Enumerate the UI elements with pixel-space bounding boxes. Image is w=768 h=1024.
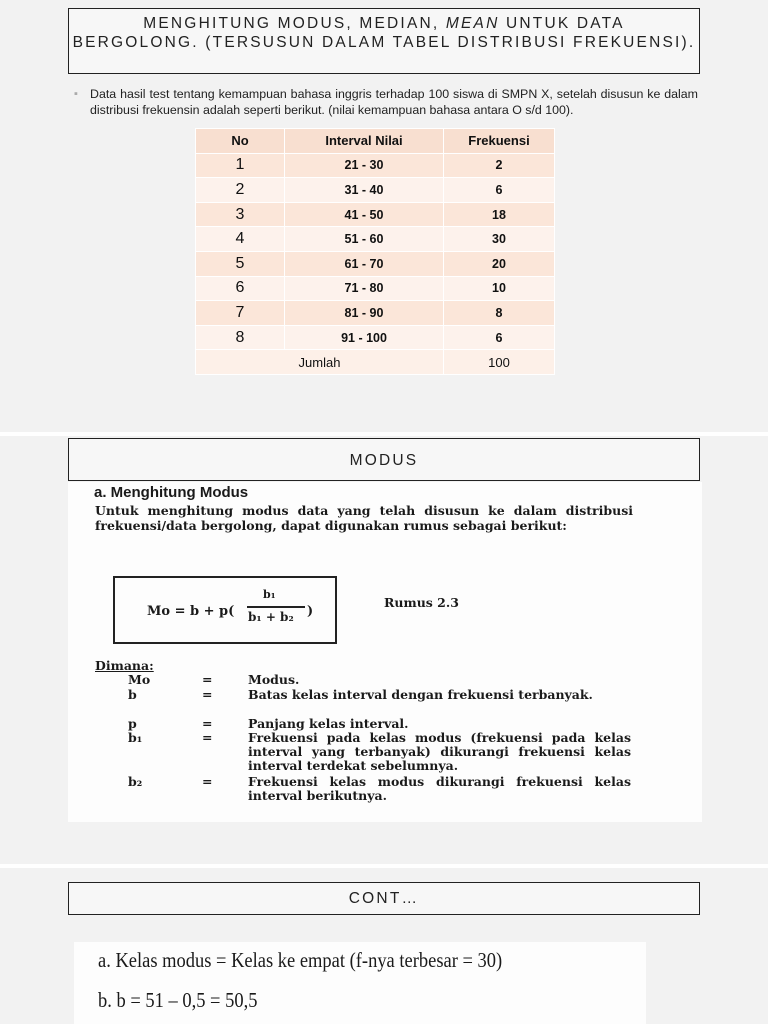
table-cell-no: 8: [196, 325, 285, 350]
table-cell-freq: 30: [444, 227, 555, 252]
header-no: No: [196, 129, 285, 154]
dimana-label: Dimana:: [95, 658, 154, 673]
table-row: [196, 251, 555, 276]
table-cell-interval: 61 - 70: [285, 251, 444, 276]
table-cell-freq: 20: [444, 251, 555, 276]
table-cell-interval: 51 - 60: [285, 227, 444, 252]
table-cell-no: 7: [196, 301, 285, 326]
modus-paragraph: Untuk menghitung modus data yang telah disusun ke dalam distribusi frekuensi/data bergolong, dapat digunakan rumus sebagai berikut:: [95, 503, 633, 533]
bullet-icon: ▪: [74, 88, 78, 100]
table-total-row: [196, 350, 555, 375]
table-cell-freq: 8: [444, 301, 555, 326]
table-cell-no: 2: [196, 178, 285, 203]
table-cell-interval: 91 - 100: [285, 325, 444, 350]
fraction-line: [247, 606, 305, 608]
table-cell-no: 6: [196, 276, 285, 301]
header-frekuensi: Frekuensi: [444, 129, 555, 154]
modus-heading: a. Menghitung Modus: [94, 484, 249, 501]
cont-line-b: b. b = 51 – 0,5 = 50,5: [98, 988, 258, 1012]
scanned-modus-page: a. Menghitung Modus Untuk menghitung modus data yang telah disusun ke dalam distribusi frekuensi/data bergolong, dapat digunakan rumus sebagai berikut: Mo = b + p( b₁ b₁ + b₂ ) Rumus 2.3 Dimana: Mo = Modus. b = Batas kelas interval dengan frekuensi terbanyak. p = Panjang kelas interval. b₁ = Frekuensi pada kelas modus (frekuensi pada kelas interval yang terbanyak) dikurangi frekuensi kelas interval terdekat sebelumnya. b₂ = Frekuensi kelas modus dikurangi frekuensi kelas interval berikutnya.: [68, 482, 702, 822]
table-cell-interval: 81 - 90: [285, 301, 444, 326]
table-cell-interval: 71 - 80: [285, 276, 444, 301]
cont-line-a: a. Kelas modus = Kelas ke empat (f-nya terbesar = 30): [98, 948, 503, 972]
scanned-cont-page: [74, 942, 646, 1024]
table-row: [196, 178, 555, 203]
table-cell-no: 3: [196, 202, 285, 227]
intro-text: Data hasil test tentang kemampuan bahasa inggris terhadap 100 siswa di SMPN X, setelah disusun ke dalam distribusi frekuensin adalah seperti berikut. (nilai kemampuan bahasa antara O s/d 100).: [90, 87, 698, 117]
table-cell-freq: 2: [444, 153, 555, 178]
table-row: [196, 325, 555, 350]
title-line-1: MENGHITUNG MODUS, MEDIAN, MEAN UNTUK DATA: [143, 15, 625, 32]
header-interval: Interval Nilai: [285, 129, 444, 154]
rumus-label: Rumus 2.3: [384, 595, 459, 610]
table-cell-interval: 31 - 40: [285, 178, 444, 203]
table-cell-no: 5: [196, 251, 285, 276]
table-cell-freq: 6: [444, 178, 555, 203]
slide-3-title: CONT…: [68, 882, 700, 915]
table-row: [196, 301, 555, 326]
slide-3: [0, 868, 768, 1024]
formula-numerator: b₁: [263, 588, 276, 601]
formula-denominator: b₁ + b₂: [248, 610, 294, 624]
total-value: 100: [444, 350, 555, 375]
frequency-table: [195, 128, 555, 375]
formula-close: ): [307, 604, 314, 619]
table-cell-interval: 41 - 50: [285, 202, 444, 227]
table-cell-freq: 6: [444, 325, 555, 350]
table-row: [196, 227, 555, 252]
total-label: Jumlah: [196, 350, 444, 375]
intro-paragraph: [74, 86, 698, 118]
table-cell-freq: 10: [444, 276, 555, 301]
table-row: [196, 202, 555, 227]
table-cell-no: 4: [196, 227, 285, 252]
table-row: [196, 276, 555, 301]
table-cell-freq: 18: [444, 202, 555, 227]
slide-1: [0, 0, 768, 432]
slide-1-title: [68, 8, 700, 74]
title-mean: MEAN: [445, 15, 500, 32]
table-cell-interval: 21 - 30: [285, 153, 444, 178]
formula-left: Mo = b + p(: [147, 604, 235, 619]
table-row: [196, 153, 555, 178]
title-line-2: BERGOLONG. (TERSUSUN DALAM TABEL DISTRIBUSI FREKUENSI).: [72, 34, 696, 51]
table-header-row: [196, 129, 555, 154]
formula-box: [113, 576, 337, 644]
slide-2-title: MODUS: [68, 438, 700, 481]
table-cell-no: 1: [196, 153, 285, 178]
slide-2: [0, 436, 768, 864]
